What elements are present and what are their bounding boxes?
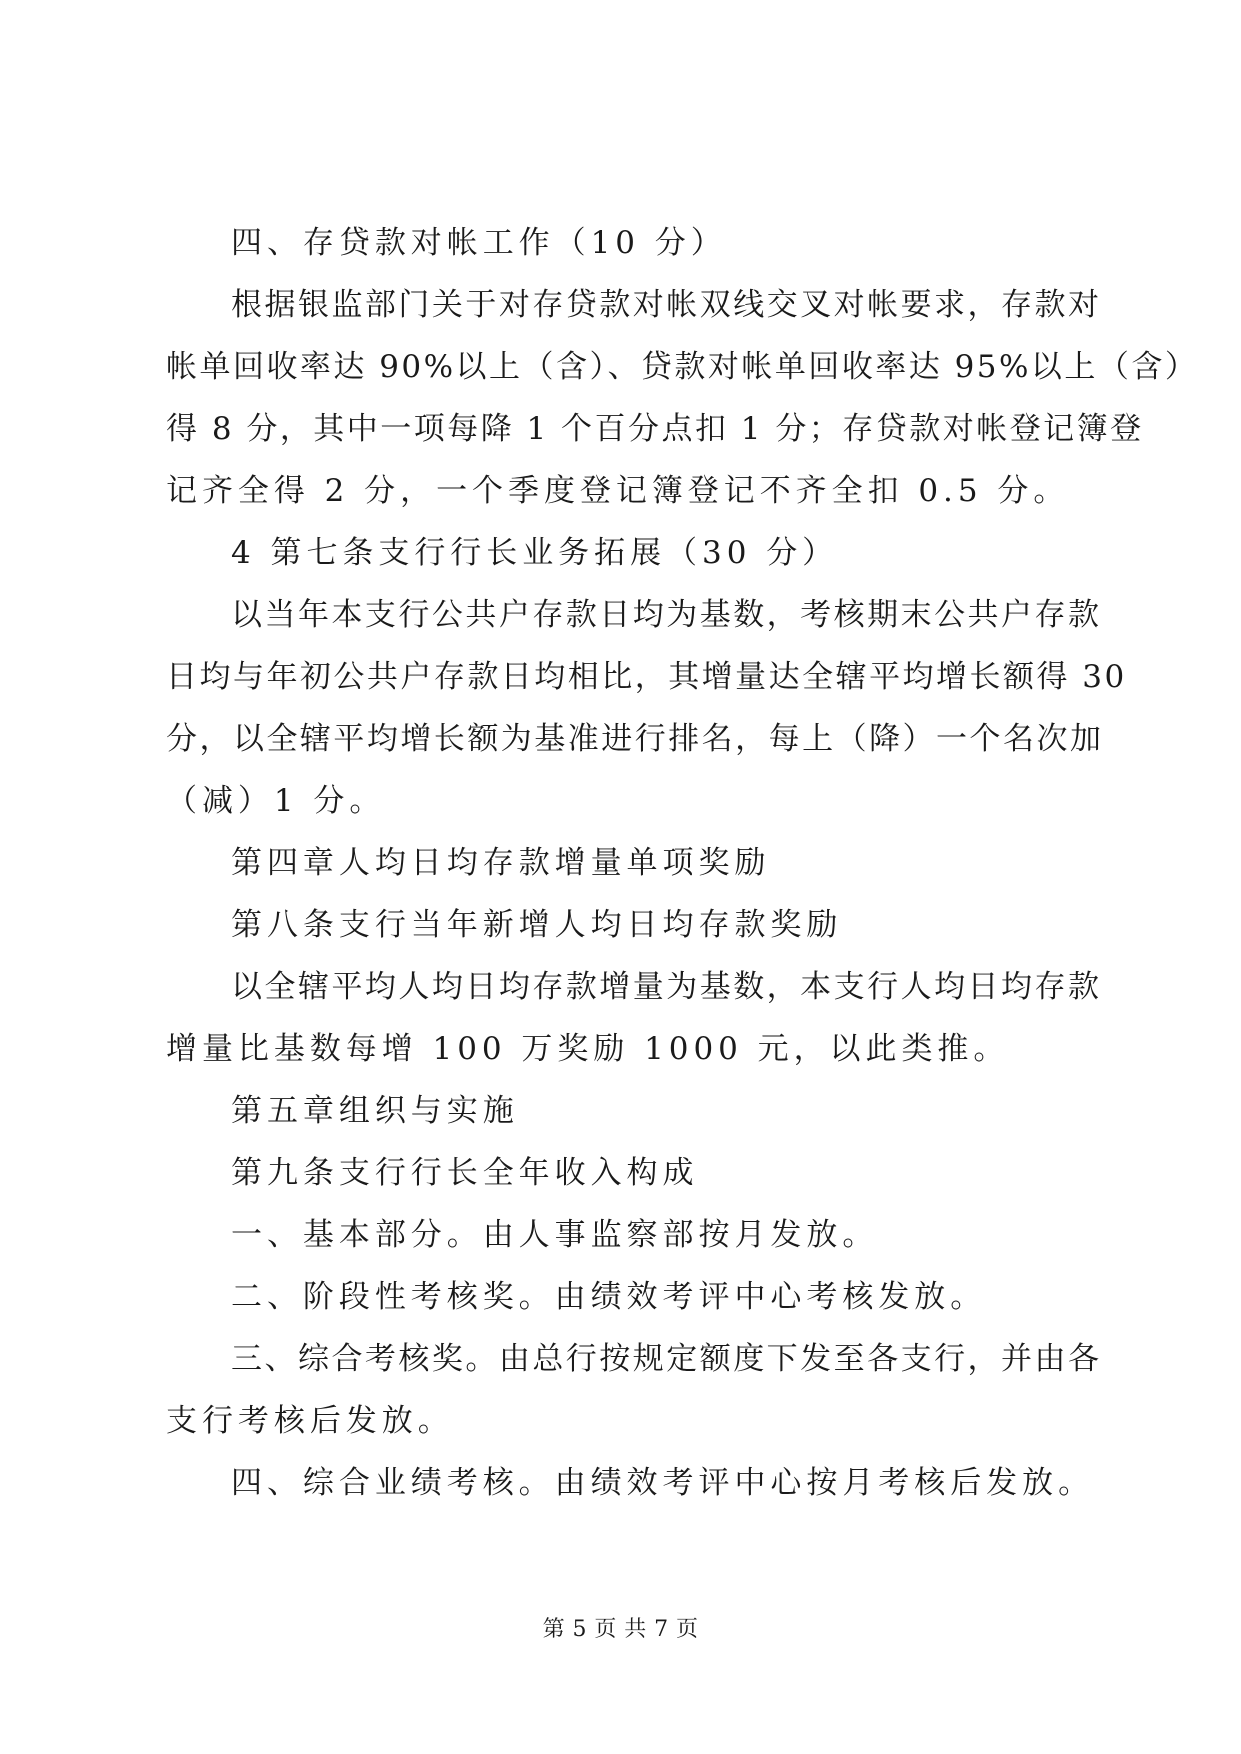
list-item-continuation: 支行考核后发放。 [166,1403,454,1439]
paragraph-line: （减）1 分。 [166,783,386,819]
article-heading-eight: 第八条支行当年新增人均日均存款奖励 [231,907,843,943]
paragraph-line: 记齐全得 2 分，一个季度登记簿登记不齐全扣 0.5 分。 [166,473,1070,509]
section-heading-reconciliation: 四、存贷款对帐工作（10 分） [231,225,727,261]
paragraph-line: 得 8 分，其中一项每降 1 个百分点扣 1 分；存贷款对帐登记簿登 [166,411,1144,447]
chapter-heading-four: 第四章人均日均存款增量单项奖励 [231,845,771,881]
paragraph-line: 分，以全辖平均增长额为基准进行排名，每上（降）一个名次加 [166,721,1104,757]
list-item: 三、综合考核奖。由总行按规定额度下发至各支行，并由各 [231,1341,1102,1377]
page-number-footer: 第 5 页 共 7 页 [542,1617,699,1642]
list-item: 四、综合业绩考核。由绩效考评中心按月考核后发放。 [231,1465,1095,1501]
article-heading-nine: 第九条支行行长全年收入构成 [231,1155,699,1191]
document-body [166,225,1199,1528]
list-item: 一、基本部分。由人事监察部按月发放。 [231,1217,879,1253]
paragraph-line: 日均与年初公共户存款日均相比，其增量达全辖平均增长额得 30 [166,659,1127,695]
article-heading-seven: 4 第七条支行行长业务拓展（30 分） [231,535,839,571]
chapter-heading-five: 第五章组织与实施 [231,1093,519,1129]
paragraph-line: 以全辖平均人均日均存款增量为基数，本支行人均日均存款 [231,969,1102,1005]
paragraph-line: 根据银监部门关于对存贷款对帐双线交叉对帐要求，存款对 [231,287,1102,323]
paragraph-line: 以当年本支行公共户存款日均为基数，考核期末公共户存款 [231,597,1102,633]
paragraph-line: 增量比基数每增 100 万奖励 1000 元，以此类推。 [166,1031,1010,1067]
paragraph-line: 帐单回收率达 90%以上（含）、贷款对帐单回收率达 95%以上（含） [166,349,1199,385]
list-item: 二、阶段性考核奖。由绩效考评中心考核发放。 [231,1279,987,1315]
